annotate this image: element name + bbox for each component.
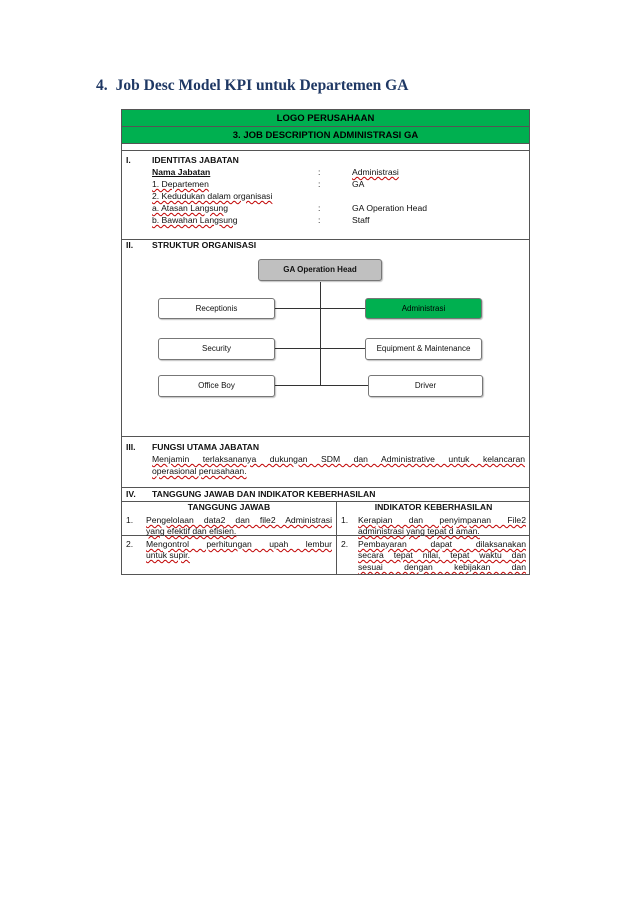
org-connector: [275, 385, 368, 386]
row-value-nama-jabatan: Administrasi: [352, 167, 399, 177]
org-box-receptionis: Receptionis: [158, 298, 275, 319]
row-label-bawahan: b. Bawahan Langsung: [152, 215, 238, 225]
column-header-indikator: INDIKATOR KEBERHASILAN: [374, 502, 493, 512]
row1-number-right: 1.: [341, 515, 349, 525]
row2-number-right: 2.: [341, 539, 349, 549]
row2-left-line2: untuk supir.: [146, 550, 190, 560]
row-separator: :: [318, 179, 321, 189]
row2-right-line3: sesuai dengan kebijakan dan: [358, 562, 526, 572]
section1-roman: I.: [126, 155, 131, 165]
row1-left-line2: yang efektif dan efisien.: [146, 526, 237, 536]
divider: [122, 487, 529, 488]
section3-line2: operasional perusahaan.: [152, 466, 247, 476]
section3-roman: III.: [126, 442, 136, 452]
row-value-departemen: GA: [352, 179, 365, 189]
row1-number-left: 1.: [126, 515, 134, 525]
section4-title: TANGGUNG JAWAB DAN INDIKATOR KEBERHASILAN: [152, 489, 376, 499]
heading-title: Job Desc Model KPI untuk Departemen GA: [115, 77, 409, 94]
row2-left-line1: Mengontrol perhitungan upah lembur: [146, 539, 332, 549]
job-description-document: [121, 109, 530, 575]
org-box-driver: Driver: [368, 375, 483, 397]
org-connector: [320, 282, 321, 386]
row2-right-line1: Pembayaran dapat dilaksanakan: [358, 539, 526, 549]
org-box-ga-operation-head: GA Operation Head: [258, 259, 382, 281]
org-connector: [275, 308, 365, 309]
logo-banner: LOGO PERUSAHAAN: [122, 110, 529, 127]
org-box-equipment-maintenance: Equipment & Maintenance: [365, 338, 482, 360]
row1-right-line1: Kerapian dan penyimpanan File2: [358, 515, 526, 525]
org-box-administrasi: Administrasi: [365, 298, 482, 319]
divider: [122, 150, 529, 151]
row-separator: :: [318, 215, 321, 225]
row-value-atasan: GA Operation Head: [352, 203, 428, 213]
row-value-bawahan: Staff: [352, 215, 370, 225]
row-label-departemen: 1. Departemen: [152, 179, 209, 189]
row1-right-line2: administrasi yang tepat d aman.: [358, 526, 480, 536]
org-connector: [275, 348, 365, 349]
divider: [122, 436, 529, 437]
org-box-office-boy: Office Boy: [158, 375, 275, 397]
section1-title: IDENTITAS JABATAN: [152, 155, 239, 165]
row-label-atasan: a. Atasan Langsung: [152, 203, 228, 213]
row2-right-line2: secara tepat nilai, tepat waktu dan: [358, 550, 526, 560]
section2-title: STRUKTUR ORGANISASI: [152, 240, 257, 250]
row-separator: :: [318, 167, 321, 177]
section2-roman: II.: [126, 240, 134, 250]
section3-title: FUNGSI UTAMA JABATAN: [152, 442, 260, 452]
page-heading: [96, 77, 408, 95]
row1-left-line1: Pengelolaan data2 dan file2 Administrasi: [146, 515, 332, 525]
section3-line1: Menjamin terlaksananya dukungan SDM dan Administrative untuk kelancaran: [152, 454, 525, 464]
org-box-security: Security: [158, 338, 275, 360]
row2-number-left: 2.: [126, 539, 134, 549]
heading-number: 4.: [96, 77, 108, 94]
column-header-tanggung-jawab: TANGGUNG JAWAB: [187, 502, 271, 512]
row-label-nama-jabatan: Nama Jabatan: [152, 167, 211, 177]
row-separator: :: [318, 203, 321, 213]
section4-roman: IV.: [126, 489, 136, 499]
job-description-title: 3. JOB DESCRIPTION ADMINISTRASI GA: [122, 127, 529, 144]
row-label-kedudukan: 2. Kedudukan dalam organisasi: [152, 191, 273, 201]
